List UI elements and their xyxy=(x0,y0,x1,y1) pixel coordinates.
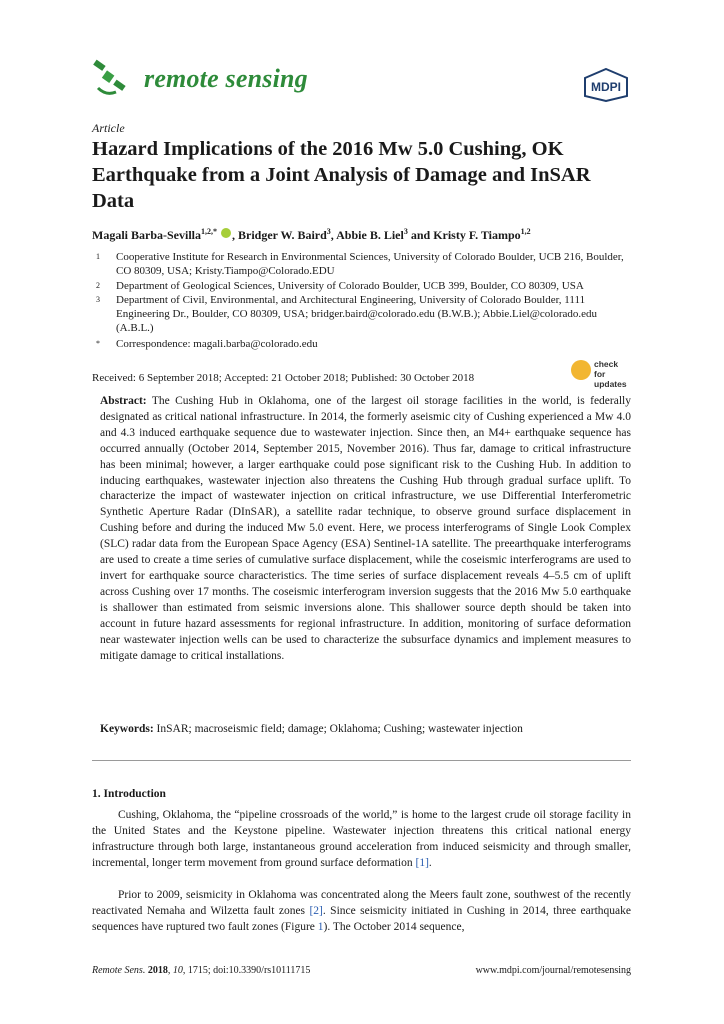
citation-link[interactable]: [2] xyxy=(309,904,323,917)
paragraph-text: ). The October 2014 sequence, xyxy=(323,920,465,933)
paragraph-text: . xyxy=(428,856,432,869)
paragraph-text: Prior to 2009, seismicity in Oklahoma was concentrated along the Meers fault zone, southwest of the recently reactivated Nemaha and Wilzetta fault zones xyxy=(92,889,631,917)
footer-url[interactable]: www.mdpi.com/journal/remotesensing xyxy=(475,965,631,976)
abstract-text: The Cushing Hub in Oklahoma, one of the largest oil storage facilities in the world, is federally designated as critical national infrastructure. In 2014, the formerly aseismic city of Cushing experienced a Mw 4.0 and 4.3 induced earthquake sequence due to wastewater injection. Since then, an M4+ earthquake sequence has occurred annually (October 2014, September 2015, November 2016). Thus far, damage to critical infrastructure has been minimal; however, a larger earthquake could pose significant risk to the Cushing Hub. In addition to inducing earthquakes, wastewater injection also threatens the Cushing Hub through gradual surface uplift. To characterize the impact of wastewater injection on critical infrastructure, we use Differential Interferometric Synthetic Aperture Radar (DInSAR), a satellite radar technique, to observe ground surface displacement in Cushing before and during the induced Mw 5.0 event. Here, we process interferograms of Single Look Complex (SLC) radar data from the European Space Agency (ESA) Sentinel-1A satellite. The preearthquake interferograms are used to create a time series of cumulative surface displacement, while the coseismic interferograms are used to invert for earthquake source characteristics. The time series of surface displacement reveals 4–5.5 cm of uplift across Cushing over 17 months. The coseismic interferogram inversion suggests that the 2016 Mw 5.0 earthquake is shallower than estimated from seismic inversions alone. This shallower source depth should be taken into account in future hazard assessments for regional infrastructure. In addition, monitoring of surface deformation near wastewater injection wells can be used to characterize the subsurface dynamics and implement measures to mitigate damage to critical installations. xyxy=(100,395,631,662)
article-type: Article xyxy=(92,121,125,135)
paragraph-text: . Since seismicity initiated in Cushing in 2014, three earthquake sequences have ruptured two fault zones (Figure xyxy=(92,904,631,933)
footer-year: 2018 xyxy=(147,965,168,976)
updates-line2: updates xyxy=(594,379,627,389)
affiliation-number: 3 xyxy=(96,295,100,304)
author-list: Magali Barba-Sevilla$^{1,2,*}$ , Bridger W. Baird$^3$, Abbie B. Liel$^3$ and Kristy F. Tiampo$^{1,2}$ xyxy=(92,227,531,242)
orcid-icon[interactable] xyxy=(221,228,231,238)
author-affiliation: 3 xyxy=(403,227,408,236)
affiliation-number: * xyxy=(96,339,100,348)
mdpi-logo-text: MDPI xyxy=(591,80,621,94)
section-divider xyxy=(92,760,631,761)
paragraph-text: Cushing, Oklahoma, the “pipeline crossroads of the world,” is home to the largest crude oil storage facility in the United States and the Keystone pipeline. Wastewater injection threatens this critical national energy infrastructure through both large, instantaneous ground acceleration from induced seismicity and through smaller, incremental, longer term movement from ground surface deformation xyxy=(92,809,631,869)
figure-link[interactable]: 1 xyxy=(317,920,324,933)
affiliation-text: Cooperative Institute for Research in Environmental Sciences, University of Colorado Boulder, UCB 216, Boulder, CO 80309, USA; Kristy.Tiampo@Colorado.EDU xyxy=(116,251,624,277)
check-for-updates-button[interactable] xyxy=(571,358,631,389)
affiliation-text: Correspondence: magali.barba@colorado.edu xyxy=(116,338,318,350)
journal-name: remote sensing xyxy=(144,64,308,93)
section-heading: 1. Introduction xyxy=(92,788,166,800)
publication-dates: Received: 6 September 2018; Accepted: 21 October 2018; Published: 30 October 2018 xyxy=(92,372,475,384)
affiliation-text: Department of Geological Sciences, University of Colorado Boulder, UCB 399, Boulder, CO 80309, USA xyxy=(116,280,584,292)
author-affiliation: 3 xyxy=(326,227,331,236)
keywords xyxy=(100,723,631,735)
paragraph xyxy=(92,808,631,872)
affiliation-text: Department of Civil, Environmental, and Architectural Engineering, University of Colorado Boulder, 1111 Engineering Dr., Boulder, CO 80309, USA; bridger.baird@colorado.edu (B.W.B.); Abbie.Liel@colorado.edu (A.B.L.) xyxy=(116,294,598,334)
citation-link[interactable]: [1] xyxy=(415,856,429,869)
abstract-label: Abstract: xyxy=(100,395,147,407)
author-name: Kristy F. Tiampo xyxy=(433,228,521,242)
author-name: Abbie B. Liel xyxy=(336,228,404,242)
check-updates-icon xyxy=(571,360,591,380)
article-title: Hazard Implications of the 2016 Mw 5.0 Cushing, OK Earthquake from a Joint Analysis of Damage and InSAR Data xyxy=(92,138,591,212)
keywords-label: Keywords: xyxy=(100,723,154,735)
footer-journal: Remote Sens. xyxy=(92,965,146,976)
author-affiliation: 1,2 xyxy=(520,227,531,236)
updates-line1: check for xyxy=(594,359,619,379)
author-affiliation: 1,2,* xyxy=(201,227,217,236)
affiliation-number: 2 xyxy=(96,281,100,290)
affiliation-number: 1 xyxy=(96,252,100,261)
abstract xyxy=(100,394,631,664)
satellite-icon xyxy=(92,58,128,98)
author-name: Bridger W. Baird xyxy=(238,228,327,242)
mdpi-logo xyxy=(583,68,629,102)
author-name: Magali Barba-Sevilla xyxy=(92,228,201,242)
footer-doi: , 1715; doi:10.3390/rs10111715 xyxy=(182,965,311,976)
keywords-text: InSAR; macroseismic field; damage; Oklahoma; Cushing; wastewater injection xyxy=(156,723,523,735)
paragraph xyxy=(92,888,631,936)
footer-volume: 10 xyxy=(172,965,183,976)
footer-citation: Remote Sens. 2018, 10, 1715; doi:10.3390/rs10111715 xyxy=(92,965,311,976)
